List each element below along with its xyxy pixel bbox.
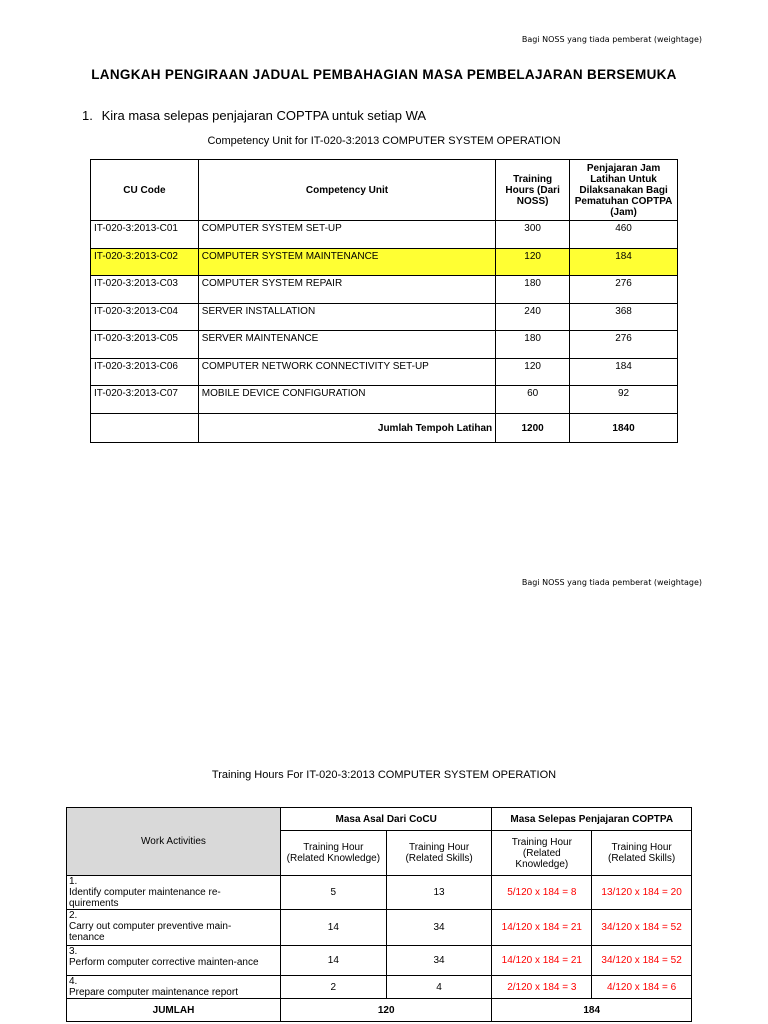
competency-unit-cell: SERVER INSTALLATION: [198, 303, 495, 331]
header-related-skills: Training Hour (Related Skills): [386, 831, 492, 876]
related-knowledge-cell: 2: [280, 976, 386, 999]
aligned-knowledge-cell: 14/120 x 184 = 21: [492, 946, 592, 976]
page-title: LANGKAH PENGIRAAN JADUAL PEMBAHAGIAN MASA PEMBELAJARAN BERSEMUKA: [91, 67, 677, 82]
aligned-hours-cell: 460: [570, 221, 678, 249]
related-skills-cell: 34: [386, 910, 492, 946]
step-text: Kira masa selepas penjajaran COPTPA untuk setiap WA: [101, 108, 427, 123]
table-row-highlighted: [91, 248, 678, 276]
table-row: [91, 386, 678, 414]
aligned-hours-cell: 276: [570, 276, 678, 304]
header-aligned-related-knowledge: Training Hour (Related Knowledge): [492, 831, 592, 876]
step-number: 1.: [82, 108, 93, 123]
work-activity-cell: [67, 876, 281, 910]
cu-code-cell: IT-020-3:2013-C05: [91, 331, 199, 359]
training-hours-cell: 180: [496, 276, 570, 304]
step-instruction: [82, 108, 426, 123]
total-label: Jumlah Tempoh Latihan: [198, 413, 495, 442]
related-knowledge-cell: 14: [280, 946, 386, 976]
competency-unit-cell: COMPUTER SYSTEM SET-UP: [198, 221, 495, 249]
jumlah-original: 120: [280, 999, 491, 1022]
competency-unit-cell: COMPUTER NETWORK CONNECTIVITY SET-UP: [198, 358, 495, 386]
activity-number: 3.: [69, 946, 78, 957]
header-work-activities: Work Activities: [67, 808, 281, 876]
aligned-knowledge-cell: 14/120 x 184 = 21: [492, 910, 592, 946]
table1-header-row: [91, 160, 678, 221]
table-row: [67, 876, 692, 910]
aligned-knowledge-cell: 2/120 x 184 = 3: [492, 976, 592, 999]
aligned-hours-cell: 276: [570, 331, 678, 359]
table2-total-row: [67, 999, 692, 1022]
competency-unit-cell: MOBILE DEVICE CONFIGURATION: [198, 386, 495, 414]
table-row: [91, 276, 678, 304]
aligned-skills-cell: 34/120 x 184 = 52: [592, 946, 692, 976]
table-row: [67, 910, 692, 946]
aligned-skills-cell: 34/120 x 184 = 52: [592, 910, 692, 946]
cu-code-cell: IT-020-3:2013-C06: [91, 358, 199, 386]
table-row: [91, 303, 678, 331]
training-hours-cell: 180: [496, 331, 570, 359]
competency-unit-cell: COMPUTER SYSTEM MAINTENANCE: [198, 248, 495, 276]
competency-unit-table: [90, 159, 678, 443]
cu-code-cell: IT-020-3:2013-C01: [91, 221, 199, 249]
header-aligned-hours: Penjajaran Jam Latihan Untuk Dilaksanakan Bagi Pematuhan COPTPA (Jam): [570, 160, 678, 221]
work-activity-cell: [67, 910, 281, 946]
table1-total-row: [91, 413, 678, 442]
table-row: [91, 358, 678, 386]
aligned-hours-cell: 184: [570, 358, 678, 386]
aligned-hours-cell: 92: [570, 386, 678, 414]
aligned-hours-cell: 184: [570, 248, 678, 276]
training-hours-cell: 120: [496, 248, 570, 276]
activity-text: Identify computer maintenance re-quirements: [69, 887, 221, 909]
cu-code-cell: IT-020-3:2013-C07: [91, 386, 199, 414]
header-aligned-hours: Masa Selepas Penjajaran COPTPA: [492, 808, 692, 831]
table-row: [67, 946, 692, 976]
table1-caption: Competency Unit for IT-020-3:2013 COMPUTER SYSTEM OPERATION: [207, 135, 561, 147]
cu-code-cell: IT-020-3:2013-C02: [91, 248, 199, 276]
table-row: [91, 331, 678, 359]
training-hours-table: [66, 807, 692, 1022]
weightage-note-2: Bagi NOSS yang tiada pemberat (weightage): [521, 578, 702, 587]
activity-number: 4.: [69, 976, 78, 987]
related-skills-cell: 4: [386, 976, 492, 999]
aligned-skills-cell: 4/120 x 184 = 6: [592, 976, 692, 999]
table2-caption: Training Hours For IT-020-3:2013 COMPUTER SYSTEM OPERATION: [211, 769, 557, 781]
jumlah-aligned: 184: [492, 999, 692, 1022]
aligned-knowledge-cell: 5/120 x 184 = 8: [492, 876, 592, 910]
work-activity-cell: [67, 976, 281, 999]
table2-group-header-row: [67, 808, 692, 831]
cu-code-cell: IT-020-3:2013-C03: [91, 276, 199, 304]
activity-number: 1.: [69, 876, 78, 887]
jumlah-label: JUMLAH: [67, 999, 281, 1022]
table-row: [91, 221, 678, 249]
header-related-knowledge: Training Hour (Related Knowledge): [280, 831, 386, 876]
cu-code-cell: IT-020-3:2013-C04: [91, 303, 199, 331]
header-aligned-related-skills: Training Hour (Related Skills): [592, 831, 692, 876]
related-skills-cell: 13: [386, 876, 492, 910]
aligned-hours-cell: 368: [570, 303, 678, 331]
header-competency-unit: Competency Unit: [198, 160, 495, 221]
header-training-hours: Training Hours (Dari NOSS): [496, 160, 570, 221]
weightage-note: Bagi NOSS yang tiada pemberat (weightage): [521, 35, 702, 44]
total-blank-cell: [91, 413, 199, 442]
training-hours-cell: 300: [496, 221, 570, 249]
activity-text: Perform computer corrective mainten-ance: [69, 957, 259, 968]
related-knowledge-cell: 5: [280, 876, 386, 910]
header-original-hours: Masa Asal Dari CoCU: [280, 808, 491, 831]
table-row: [67, 976, 692, 999]
related-knowledge-cell: 14: [280, 910, 386, 946]
activity-number: 2.: [69, 910, 78, 921]
competency-unit-cell: SERVER MAINTENANCE: [198, 331, 495, 359]
activity-text: Carry out computer preventive main-tenance: [69, 921, 232, 943]
related-skills-cell: 34: [386, 946, 492, 976]
activity-text: Prepare computer maintenance report: [69, 987, 238, 998]
training-hours-cell: 240: [496, 303, 570, 331]
competency-unit-cell: COMPUTER SYSTEM REPAIR: [198, 276, 495, 304]
training-hours-cell: 60: [496, 386, 570, 414]
total-aligned-hours: 1840: [570, 413, 678, 442]
training-hours-cell: 120: [496, 358, 570, 386]
aligned-skills-cell: 13/120 x 184 = 20: [592, 876, 692, 910]
work-activity-cell: [67, 946, 281, 976]
total-training-hours: 1200: [496, 413, 570, 442]
header-cu-code: CU Code: [91, 160, 199, 221]
